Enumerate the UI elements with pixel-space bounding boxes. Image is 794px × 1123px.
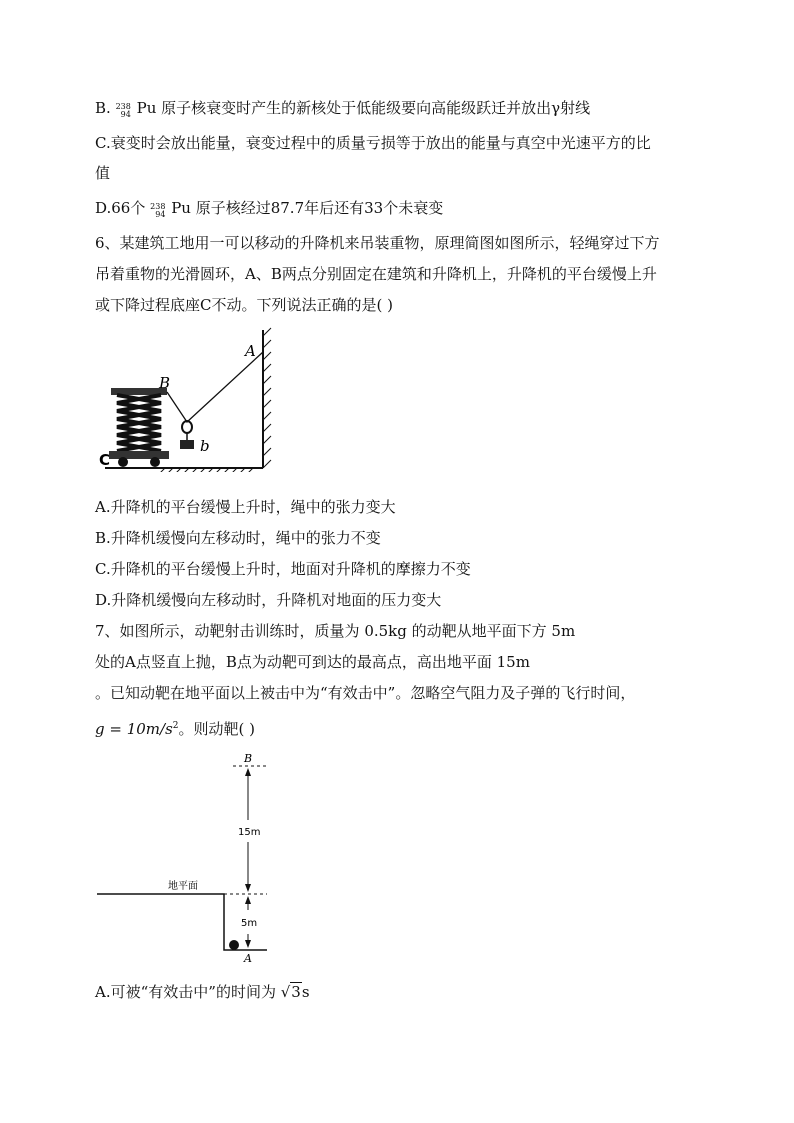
q7-stem-line2: 处的A点竖直上抛，B点为动靶可到达的最高点，高出地平面 15m [95,653,530,671]
q7-stem-line1: 7、如图所示，动靶射击训练时，质量为 0.5kg 的动靶从地平面下方 5m [95,622,576,640]
q7-stem-tail: 。则动靶( ) [178,720,255,738]
q7-stem-line4 [95,716,255,739]
q6-stem-line2: 吊着重物的光滑圆环，A、B两点分别固定在建筑和升降机上，升降机的平台缓慢上升 [95,265,657,283]
isotope-pu-238: 238 94 [115,102,131,119]
label-a-point: A [245,342,256,360]
q6-option-c: C.升降机的平台缓慢上升时，地面对升降机的摩擦力不变 [95,560,471,578]
label-5m: 5m [241,918,258,929]
label-a-bottom: A [244,952,252,965]
q6-option-a: A.升降机的平台缓慢上升时，绳中的张力变大 [95,498,396,516]
option-d-prefix: D.66个 [95,199,146,217]
q7-option-a-unit: s [301,983,310,1001]
option-d [95,198,443,219]
q6-lift-figure [95,322,280,472]
q6-stem-line1: 6、某建筑工地用一可以移动的升降机来吊装重物，原理简图如图所示，轻绳穿过下方 [95,234,660,252]
gravity-exponent: 2 [172,721,179,731]
q6-option-d: D.升降机缓慢向左移动时，升降机对地面的压力变大 [95,591,442,609]
option-c-line1: C.衰变时会放出能量，衰变过程中的质量亏损等于放出的能量与真空中光速平方的比 [95,134,651,152]
label-ground: 地平面 [168,881,198,892]
label-b-point: B [159,374,171,392]
sqrt-expression: √3 [280,983,301,1001]
label-b-weight: b [200,437,210,455]
label-c-base: C [99,451,111,469]
q7-stem-line3: 。已知动靶在地平面以上被击中为“有效击中”。忽略空气阻力及子弹的飞行时间， [95,684,636,702]
option-b-prefix: B. [95,99,111,117]
gravity-formula: g = 10m/s [95,720,173,738]
label-b-top: B [244,752,253,765]
q7-option-a-text: A.可被“有效击中”的时间为 [95,983,276,1001]
q6-option-b: B.升降机缓慢向左移动时，绳中的张力不变 [95,529,381,547]
option-b [95,98,590,119]
label-15m: 15m [238,827,261,838]
isotope-pu-238: 238 94 [150,202,166,219]
option-c-line2: 值 [95,164,111,182]
q6-stem-line3: 或下降过程底座C不动。下列说法正确的是( ) [95,296,393,314]
q7-option-a [95,982,310,1002]
option-d-text: Pu 原子核经过87.7年后还有33个未衰变 [171,199,444,217]
option-b-text: Pu 原子核衰变时产生的新核处于低能级要向高能级跃迁并放出γ射线 [136,99,591,117]
q7-target-figure [95,748,275,968]
